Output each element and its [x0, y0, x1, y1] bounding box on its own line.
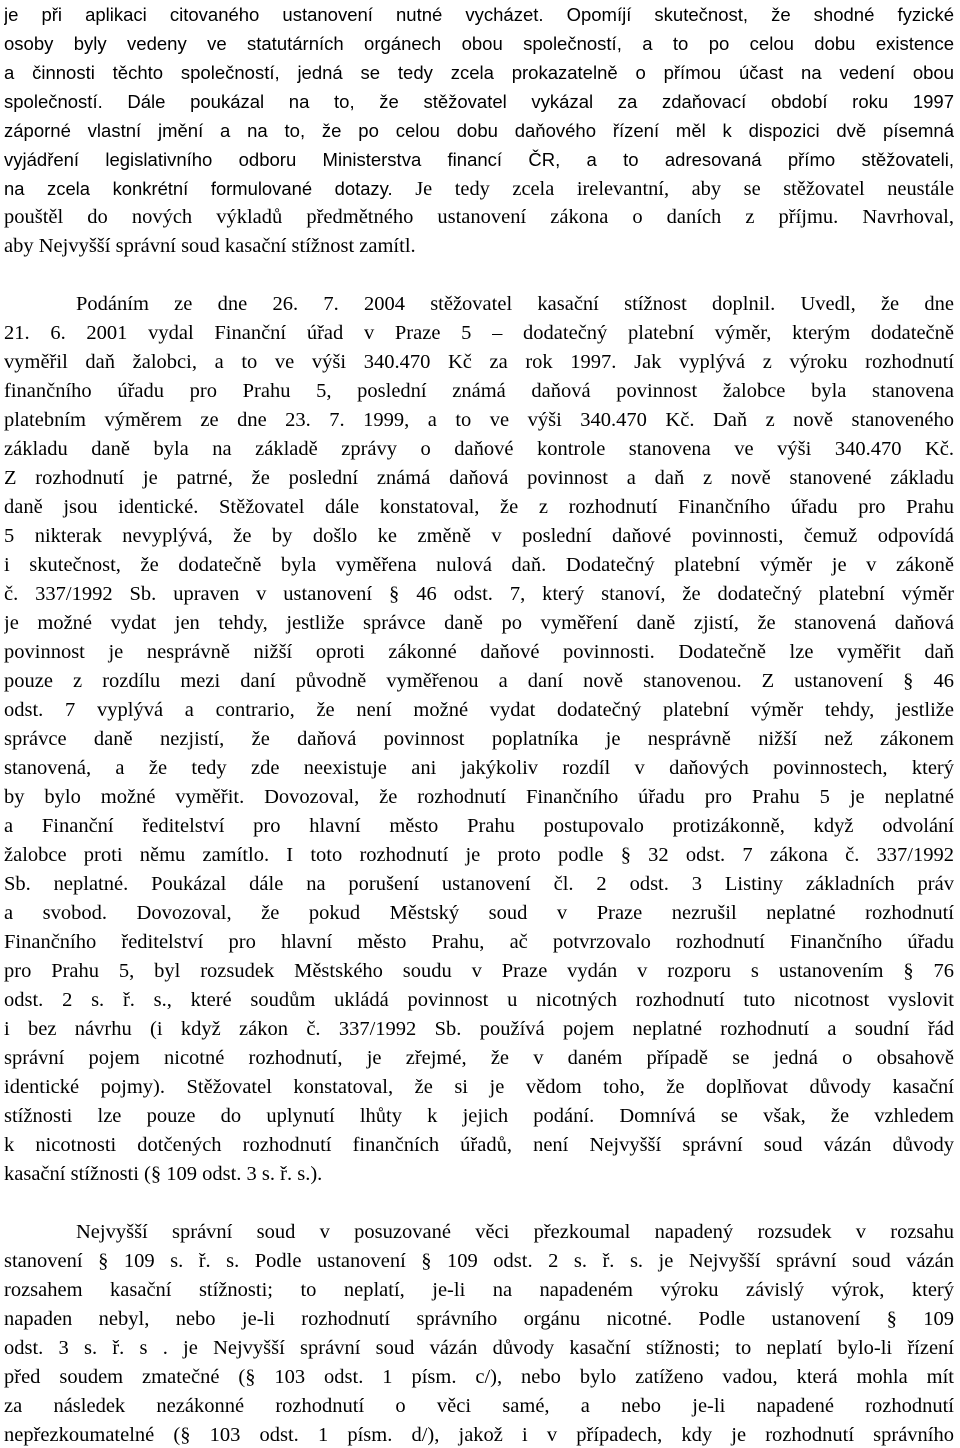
text-line [4, 377, 954, 406]
text-line [4, 1160, 954, 1189]
text-line [4, 1131, 954, 1160]
text-segment: pouštěl do nových výkladů předmětného ustanovení zákona o daních z příjmu. Navrhoval, [4, 206, 954, 228]
text-segment: povinnost je nesprávně nižší oproti zákonné daňové povinnosti. Dodatečně lze vyměřit daň [4, 641, 954, 663]
text-line [4, 435, 954, 464]
text-segment: stanovená, a že tedy zde neexistuje ani jakýkoliv rozdíl v daňových povinnostech, který [4, 757, 954, 779]
text-line [4, 1421, 954, 1448]
text-line [4, 319, 954, 348]
text-segment: 5 nikterak nevyplývá, že by došlo ke změně v poslední daňové povinnosti, čemuž odpovídá [4, 525, 954, 547]
text-segment: a činnosti těchto společností, jedná se tedy zcela prokazatelně o přímou účast na vedení obou [4, 62, 954, 83]
text-segment: stížnosti lze pouze do uplynutí lhůty k jejich podání. Domnívá se však, že vzhledem [4, 1105, 954, 1127]
text-line [4, 551, 954, 580]
text-line [4, 986, 954, 1015]
text-segment: napaden nebyl, nebo je-li rozhodnutí správního orgánu nicotné. Podle ustanovení § 109 [4, 1308, 954, 1330]
text-segment: č. 337/1992 Sb. upraven v ustanovení § 46 odst. 7, který stanoví, že dodatečný platební výměr [4, 583, 954, 605]
text-segment: Sb. neplatné. Poukázal dále na porušení ustanovení čl. 2 odst. 3 Listiny základních práv [4, 873, 954, 895]
text-segment: pro Prahu 5, byl rozsudek Městského soudu v Praze vydán v rozporu s ustanovením § 76 [4, 960, 954, 982]
text-segment: před soudem zmatečné (§ 103 odst. 1 písm. c/), nebo bylo zatíženo vadou, která mohla mít [4, 1366, 954, 1388]
text-segment: identické pojmy). Stěžovatel konstatoval, že si je vědom toho, že doplňovat důvody kasační [4, 1076, 954, 1098]
text-line [4, 29, 954, 58]
text-line [4, 1102, 954, 1131]
text-line [4, 638, 954, 667]
text-segment: i skutečnost, že dodatečně byla vyměřena nulová daň. Dodatečný platební výměr je v zákoně [4, 554, 954, 576]
text-line [4, 899, 954, 928]
text-line [4, 1305, 954, 1334]
text-segment: nepřezkoumatelné (§ 103 odst. 1 písm. d/), jakož i v případech, kdy je rozhodnutí správního [4, 1424, 954, 1446]
paragraph [4, 1218, 954, 1448]
text-line [4, 0, 954, 29]
text-line [4, 1276, 954, 1305]
text-segment: 21. 6. 2001 vydal Finanční úřad v Praze 5 – dodatečný platební výměr, kterým dodatečně [4, 322, 954, 344]
text-segment: je při aplikaci citovaného ustanovení nutné vycházet. [4, 4, 567, 25]
text-line [4, 928, 954, 957]
text-segment: Je tedy zcela irelevantní, aby se stěžovatel neustále [415, 178, 954, 200]
text-segment: za následek nezákonné rozhodnutí o věci samé, a nebo je-li napadené rozhodnutí [4, 1395, 954, 1417]
text-line [4, 87, 954, 116]
text-line [4, 841, 954, 870]
text-segment: je možné vydat jen tehdy, jestliže správce daně po vyměření daně zjistí, že stanovená daňová [4, 612, 954, 634]
text-segment: k nicotnosti dotčených rozhodnutí finančních úřadů, není Nejvyšší správní soud vázán důvody [4, 1134, 954, 1156]
document-page [4, 0, 954, 1448]
text-line [4, 1334, 954, 1363]
text-line [4, 290, 954, 319]
text-segment: správní pojem nicotné rozhodnutí, je zřejmé, že v daném případě se jedná o obsahově [4, 1047, 954, 1069]
text-line [4, 1247, 954, 1276]
text-line [4, 580, 954, 609]
text-segment: odst. 3 s. ř. s . je Nejvyšší správní soud vázán důvody kasační stížnosti; to neplatí bylo-li řízení [4, 1337, 954, 1359]
text-line [4, 696, 954, 725]
text-segment: Nejvyšší správní soud v posuzované věci přezkoumal napadený rozsudek v rozsahu [76, 1221, 954, 1243]
text-line [4, 1073, 954, 1102]
text-segment: aby Nejvyšší správní soud kasační stížnost zamítl. [4, 235, 416, 257]
text-segment: odst. 2 s. ř. s., které soudům ukládá povinnost u nicotných rozhodnutí tuto nicotnost vyslovit [4, 989, 954, 1011]
text-segment: žalobce proti němu zamítlo. I toto rozhodnutí je proto podle § 32 odst. 7 zákona č. 337/1992 [4, 844, 954, 866]
text-line [4, 1363, 954, 1392]
paragraph-gap [4, 261, 954, 290]
text-segment: Opomíjí skutečnost, že shodné fyzické [566, 4, 954, 25]
text-segment: i bez návrhu (i když zákon č. 337/1992 Sb. používá pojem neplatné rozhodnutí a soudní řád [4, 1018, 954, 1040]
text-line [4, 725, 954, 754]
paragraph-gap [4, 1189, 954, 1218]
text-segment: společností. [4, 91, 128, 112]
text-line [4, 348, 954, 377]
text-line [4, 1044, 954, 1073]
paragraph [4, 0, 954, 261]
text-line [4, 232, 954, 261]
text-segment: rozsahem kasační stížnosti; to neplatí, je-li na napadeném výroku závislý výrok, který [4, 1279, 954, 1301]
text-segment: vyjádření legislativního odboru Ministerstva financí ČR, a to adresovaná přímo stěžovateli, [4, 149, 954, 170]
text-segment: a Finanční ředitelství pro hlavní město Prahu postupovalo protizákonně, když odvolání [4, 815, 954, 837]
text-segment: na zcela konkrétní formulované dotazy. [4, 178, 416, 199]
text-line [4, 1218, 954, 1247]
text-segment: Finančního ředitelství pro hlavní město Prahu, ač potvrzovalo rozhodnutí Finančního úřadu [4, 931, 954, 953]
text-segment: platebním výměrem ze dne 23. 7. 1999, a to ve výši 340.470 Kč. Daň z nově stanoveného [4, 409, 954, 431]
text-line [4, 203, 954, 232]
text-line [4, 58, 954, 87]
text-segment: pouze z rozdílu mezi daní původně vyměřenou a daní nově stanovenou. Z ustanovení § 46 [4, 670, 954, 692]
text-line [4, 957, 954, 986]
text-segment: kasační stížnosti (§ 109 odst. 3 s. ř. s.). [4, 1163, 323, 1185]
text-segment: správce daně nezjistí, že daňová povinnost poplatníka je nesprávně nižší než zákonem [4, 728, 954, 750]
text-line [4, 174, 954, 203]
text-line [4, 1392, 954, 1421]
text-segment: by bylo možné vyměřit. Dovozoval, že rozhodnutí Finančního úřadu pro Prahu 5 je neplatné [4, 786, 954, 808]
paragraph [4, 290, 954, 1189]
text-segment: vyměřil daň žalobci, a to ve výši 340.470 Kč za rok 1997. Jak vyplývá z výroku rozhodnutí [4, 351, 954, 373]
text-segment: Z rozhodnutí je patrné, že poslední známá daňová povinnost a daň z nově stanovené základu [4, 467, 954, 489]
text-line [4, 464, 954, 493]
text-line [4, 870, 954, 899]
text-segment: Dále poukázal na to, že stěžovatel vykázal za zdaňovací období roku 1997 [127, 91, 954, 112]
text-segment: daně jsou identické. Stěžovatel dále konstatoval, že z rozhodnutí Finančního úřadu pro Prahu [4, 496, 954, 518]
text-segment: základu daně byla na základě zprávy o daňové kontrole stanovena ve výši 340.470 Kč. [4, 438, 954, 460]
text-line [4, 609, 954, 638]
text-line [4, 754, 954, 783]
text-line [4, 783, 954, 812]
text-line [4, 667, 954, 696]
text-line [4, 116, 954, 145]
text-segment: záporné vlastní jmění a na to, že po celou dobu daňového řízení měl k dispozici dvě písemná [4, 120, 954, 141]
text-line [4, 1015, 954, 1044]
text-segment: stanovení § 109 s. ř. s. Podle ustanovení § 109 odst. 2 s. ř. s. je Nejvyšší správní soud vázán [4, 1250, 954, 1272]
text-line [4, 406, 954, 435]
text-segment: odst. 7 vyplývá a contrario, že není možné vydat dodatečný platební výměr tehdy, jestliže [4, 699, 954, 721]
text-line [4, 145, 954, 174]
text-line [4, 522, 954, 551]
text-segment: osoby byly vedeny ve statutárních orgánech obou společností, a to po celou dobu existence [4, 33, 954, 54]
text-segment: Podáním ze dne 26. 7. 2004 stěžovatel kasační stížnost doplnil. Uvedl, že dne [76, 293, 954, 315]
text-segment: a svobod. Dovozoval, že pokud Městský soud v Praze nezrušil neplatné rozhodnutí [4, 902, 954, 924]
text-line [4, 493, 954, 522]
text-segment: finančního úřadu pro Prahu 5, poslední známá daňová povinnost žalobce byla stanovena [4, 380, 954, 402]
text-line [4, 812, 954, 841]
